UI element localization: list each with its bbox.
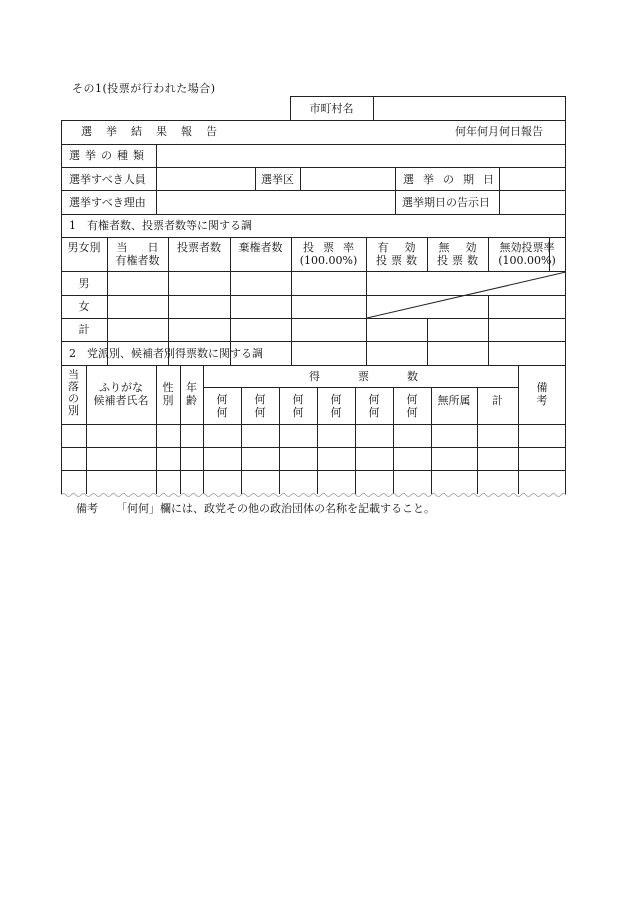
col-party: 何 何: [216, 393, 228, 419]
col-invalid-rate: 無効投票率 (100.00%): [498, 241, 556, 267]
col-party: 何 何: [406, 393, 418, 419]
torn-edge: [61, 492, 566, 498]
col-candidate-sex: 性 別: [162, 381, 174, 407]
votes-header: 得 票 数: [309, 370, 418, 383]
row-total: 計: [78, 323, 90, 336]
form-heading: その1(投票が行われた場合): [72, 82, 216, 95]
col-age: 年 齢: [186, 381, 197, 407]
election-date-label: 選 挙 の 期 日: [403, 173, 494, 186]
note-label: 備考: [76, 502, 98, 515]
col-registered: 当 日 有権者数: [115, 241, 160, 267]
col-elected: 当 落 の 別: [68, 368, 79, 417]
announce-date-label: 選挙期日の告示日: [402, 196, 490, 209]
col-total: 計: [492, 394, 503, 407]
col-independent: 無所属: [437, 394, 471, 407]
reason-label: 選挙すべき理由: [69, 196, 146, 209]
col-party: 何 何: [368, 393, 380, 419]
col-party: 何 何: [330, 393, 342, 419]
note-text: 「何何」欄には、政党その他の政治団体の名称を記載すること。: [116, 502, 435, 515]
col-party: 何 何: [254, 393, 266, 419]
election-result-form: [61, 96, 566, 495]
col-turnout: 投 票 率 (100.00%): [299, 241, 358, 267]
col-abstainers: 棄権者数: [238, 241, 283, 254]
section1-title: 1 有権者数、投票者数等に関する調: [69, 219, 252, 232]
election-type-label: 選 挙 の 種 類: [69, 149, 144, 162]
col-remarks: 備 考: [536, 381, 548, 407]
col-candidate-name: ふりがな 候補者氏名: [93, 381, 149, 407]
report-date: 何年何月何日報告: [455, 125, 543, 138]
district-label: 選挙区: [261, 173, 294, 186]
row-female: 女: [78, 300, 90, 313]
section2-title: 2 党派別、候補者別得票数に関する調: [69, 347, 263, 360]
col-valid-votes: 有 効 投 票 数: [376, 241, 417, 267]
col-party: 何 何: [292, 393, 304, 419]
seats-label: 選挙すべき人員: [69, 173, 146, 186]
report-title: 選 挙 結 果 報 告: [81, 125, 217, 138]
col-voters: 投票者数: [177, 241, 221, 254]
col-sex: 男女別: [67, 241, 101, 254]
row-male: 男: [78, 277, 90, 290]
col-invalid-votes: 無 効 投 票 数: [437, 241, 478, 267]
municipality-label: 市町村名: [309, 102, 354, 115]
